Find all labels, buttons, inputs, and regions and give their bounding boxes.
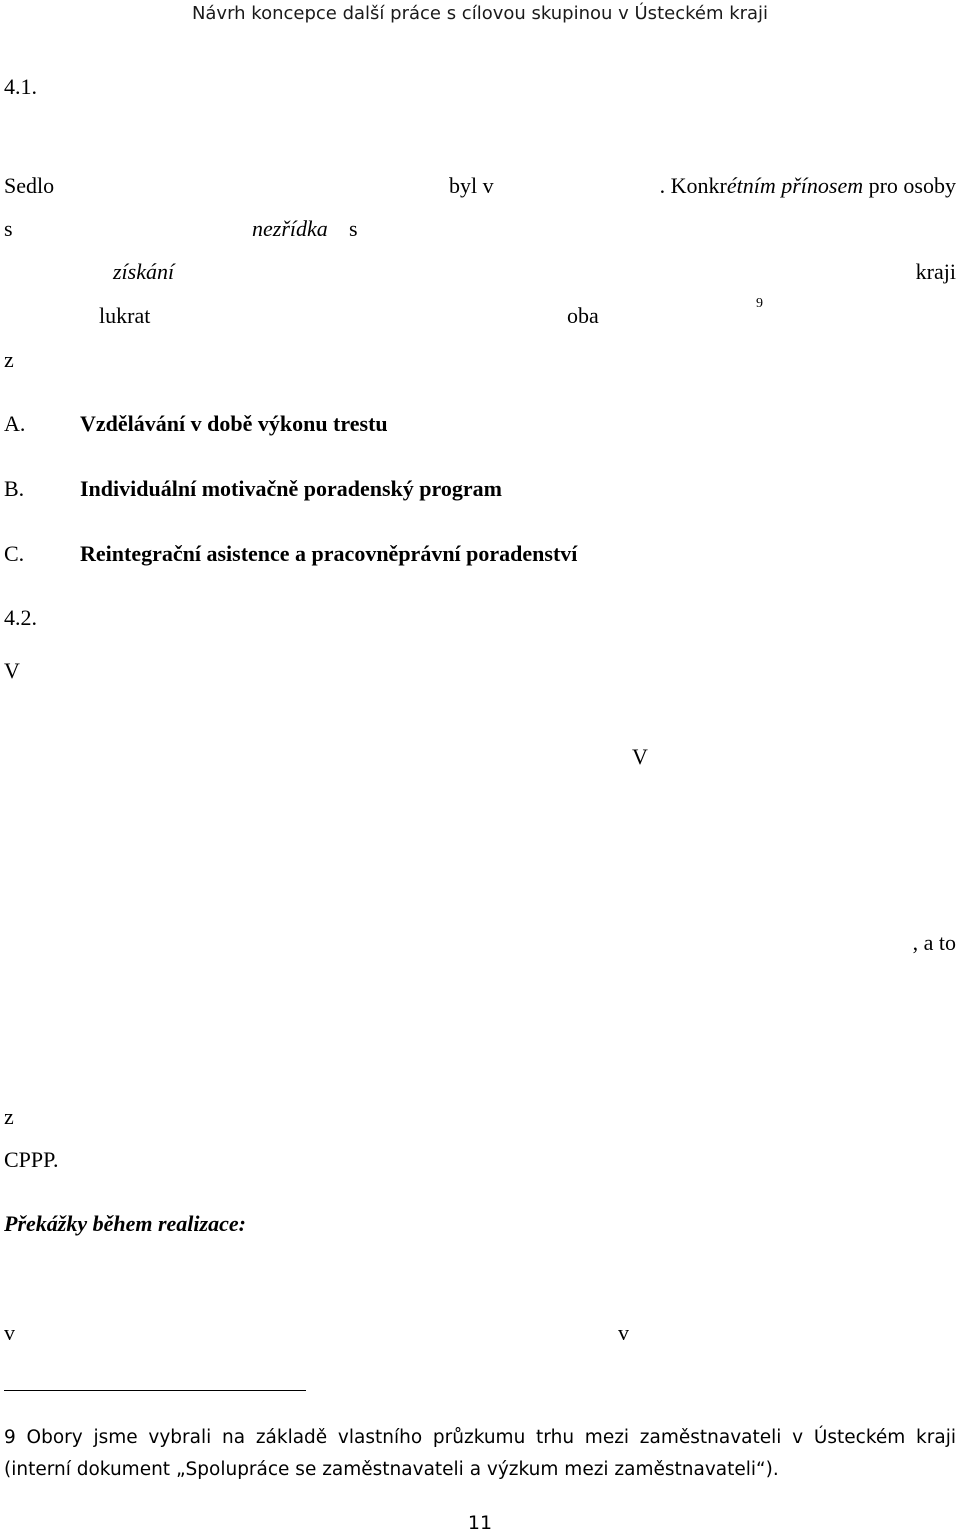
text-fragment: . Konkr — [659, 173, 727, 198]
text-fragment: oba — [567, 303, 599, 328]
text-fragment: Sedlo — [4, 173, 55, 198]
footnote-line: (interní dokument „Spolupráce se zaměstnavateli a výzkum mezi zaměstnavateli“). — [4, 1459, 779, 1480]
page-number: 11 — [467, 1512, 493, 1534]
text-fragment: V — [632, 744, 648, 769]
text-fragment: s — [349, 216, 358, 241]
text-fragment: z — [4, 1104, 14, 1129]
list-item: Reintegrační asistence a pracovněprávní poradenství — [80, 541, 578, 566]
section-number-4-2: 4.2. — [4, 605, 37, 630]
list-letter: A. — [4, 411, 26, 436]
text-fragment — [660, 173, 956, 199]
obstacles-heading: Překážky během realizace: — [4, 1211, 246, 1236]
text-fragment: z — [4, 347, 14, 372]
text-fragment: lukrat — [99, 303, 151, 328]
list-item: Vzdělávání v době výkonu trestu — [80, 411, 388, 436]
text-fragment: CPPP. — [4, 1147, 59, 1172]
text-fragment: byl v — [449, 173, 494, 198]
italic-text: získání — [113, 259, 175, 284]
footnote-separator — [4, 1390, 306, 1391]
footnote-line: 9 Obory jsme vybrali na základě vlastního průzkumu trhu mezi zaměstnavateli v Ústeckém kraji — [4, 1427, 956, 1448]
text-fragment: v — [618, 1320, 629, 1345]
text-fragment: V — [4, 658, 20, 683]
text-fragment: s — [4, 216, 13, 241]
text-fragment: , a to — [912, 930, 956, 955]
section-number-4-1: 4.1. — [4, 74, 37, 99]
italic-text: étním přínosem — [726, 173, 864, 198]
list-letter: C. — [4, 541, 25, 566]
text-fragment: pro osoby — [863, 173, 956, 198]
list-item: Individuální motivačně poradenský program — [80, 476, 502, 501]
running-header: Návrh koncepce další práce s cílovou skupinou v Ústeckém kraji — [191, 3, 769, 24]
text-fragment: kraji — [915, 259, 956, 284]
footnote-reference: 9 — [756, 296, 763, 311]
italic-text: nezřídka — [252, 216, 328, 241]
list-letter: B. — [4, 476, 25, 501]
text-fragment: v — [4, 1320, 15, 1345]
